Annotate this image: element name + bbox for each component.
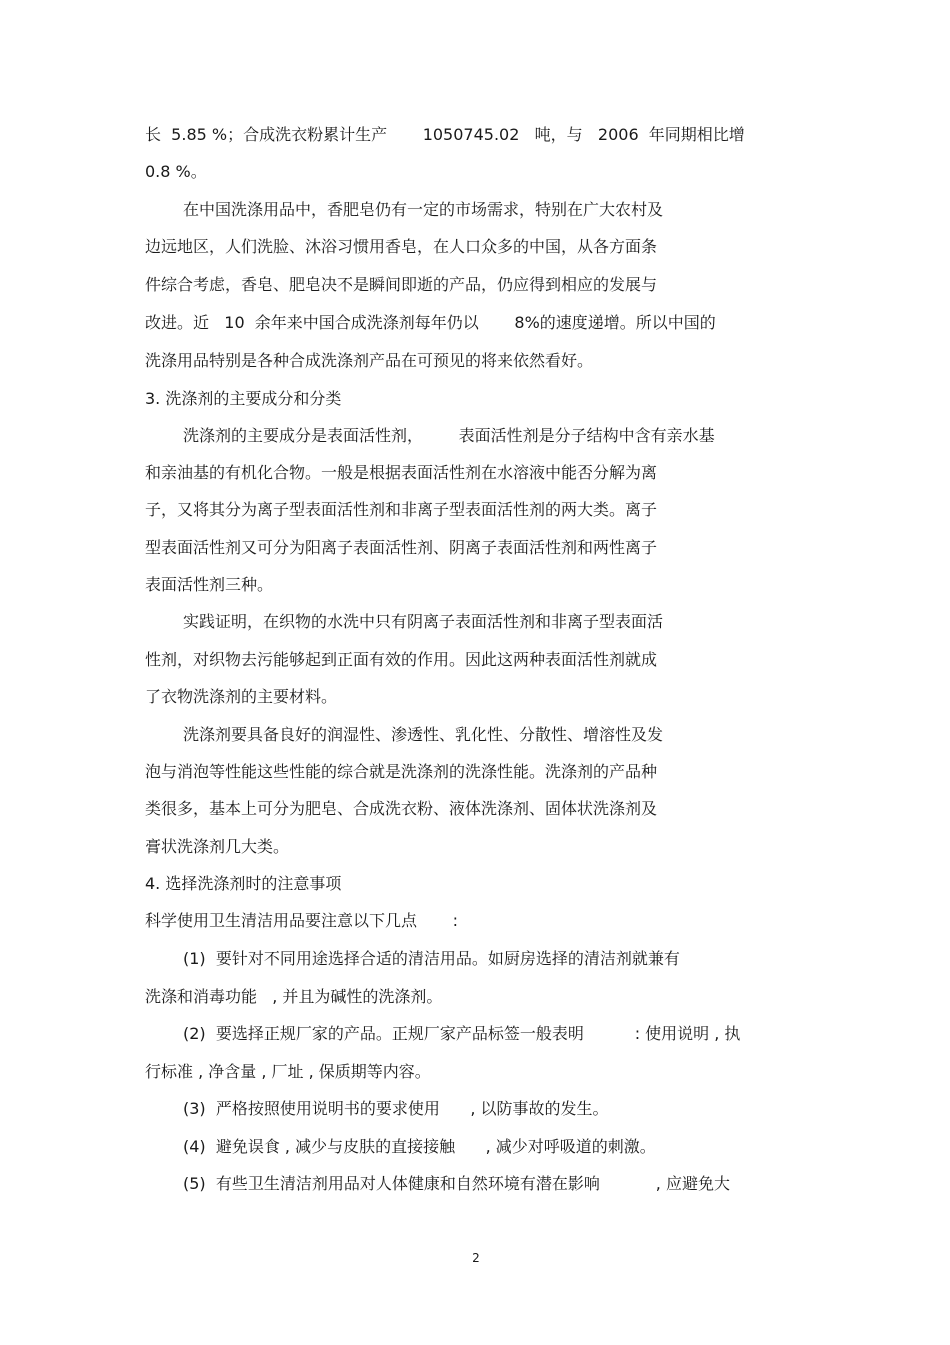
list-item: (4) 避免误食 , 减少与皮肤的直接接触 , 减少对呼吸道的刺激。 xyxy=(183,1137,656,1156)
list-item: (3) 严格按照使用说明书的要求使用 , 以防事故的发生。 xyxy=(183,1099,609,1118)
paragraph-start: 洗涤剂的主要成分是表面活性剂， 表面活性剂是分子结构中含有亲水基 xyxy=(183,426,715,445)
list-item: (5) 有些卫生清洁剂用品对人体健康和自然环境有潜在影响 , 应避免大 xyxy=(183,1174,730,1193)
section-heading: 4. 选择洗涤剂时的注意事项 xyxy=(145,874,342,893)
paragraph-start: 在中国洗涤用品中，香肥皂仍有一定的市场需求，特别在广大农村及 xyxy=(183,200,664,219)
text-line: 洗涤用品特别是各种合成洗涤剂产品在可预见的将来依然看好。 xyxy=(145,351,594,370)
text-line: 长 5.85 %；合成洗衣粉累计生产 1050745.02 吨，与 2006 年同期相比增 xyxy=(145,125,745,144)
text-line: 0.8 %。 xyxy=(145,162,207,181)
text-line: 泡与消泡等性能这些性能的综合就是洗涤剂的洗涤性能。洗涤剂的产品种 xyxy=(145,762,658,781)
text-line: 了衣物洗涤剂的主要材料。 xyxy=(145,687,338,706)
text-line: 膏状洗涤剂几大类。 xyxy=(145,837,290,856)
text-line: 件综合考虑，香皂、肥皂决不是瞬间即逝的产品，仍应得到相应的发展与 xyxy=(145,275,658,294)
paragraph-start: 洗涤剂要具备良好的润湿性、渗透性、乳化性、分散性、增溶性及发 xyxy=(183,725,664,744)
text-line: 边远地区，人们洗脸、沐浴习惯用香皂，在人口众多的中国，从各方面条 xyxy=(145,237,658,256)
text-line: 科学使用卫生清洁用品要注意以下几点 : xyxy=(145,911,458,930)
text-line: 改进。近 10 余年来中国合成洗涤剂每年仍以 8%的速度递增。所以中国的 xyxy=(145,313,716,332)
text-line: 表面活性剂三种。 xyxy=(145,575,274,594)
section-heading: 3. 洗涤剂的主要成分和分类 xyxy=(145,389,342,408)
list-item: (1) 要针对不同用途选择合适的清洁用品。如厨房选择的清洁剂就兼有 xyxy=(183,949,680,968)
text-line: 行标准 , 净含量 , 厂址 , 保质期等内容。 xyxy=(145,1062,431,1081)
text-line: 型表面活性剂又可分为阳离子表面活性剂、阴离子表面活性剂和两性离子 xyxy=(145,538,658,557)
text-line: 洗涤和消毒功能 , 并且为碱性的洗涤剂。 xyxy=(145,987,443,1006)
paragraph-start: 实践证明，在织物的水洗中只有阴离子表面活性剂和非离子型表面活 xyxy=(183,612,664,631)
text-line: 子，又将其分为离子型表面活性剂和非离子型表面活性剂的两大类。离子 xyxy=(145,500,658,519)
list-item: (2) 要选择正规厂家的产品。正规厂家产品标签一般表明 : 使用说明 , 执 xyxy=(183,1024,741,1043)
text-line: 性剂，对织物去污能够起到正面有效的作用。因此这两种表面活性剂就成 xyxy=(145,650,658,669)
page-number: 2 xyxy=(472,1251,480,1265)
text-line: 和亲油基的有机化合物。一般是根据表面活性剂在水溶液中能否分解为离 xyxy=(145,463,658,482)
text-line: 类很多，基本上可分为肥皂、合成洗衣粉、液体洗涤剂、固体状洗涤剂及 xyxy=(145,799,658,818)
